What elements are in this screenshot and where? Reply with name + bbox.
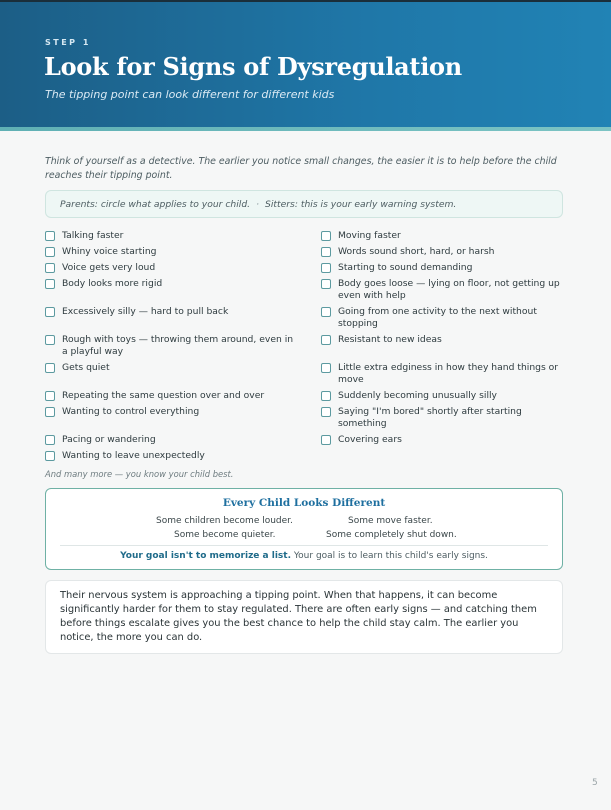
page-subtitle: The tipping point can look different for different kids <box>45 88 335 101</box>
checklist-item-label: Wanting to leave unexpectedly <box>62 450 205 461</box>
checklist-item[interactable] <box>321 406 565 430</box>
callout-goal-rest: Your goal is to learn this child's early signs. <box>291 551 488 561</box>
callout-divider <box>60 545 548 546</box>
checklist-item[interactable] <box>321 246 565 258</box>
explanation-text: Their nervous system is approaching a tipping point. When that happens, it can become significantly harder for them to stay regulated. There are often early signs — and catching them before things escalate gives you the best chance to help the child stay calm. The earlier you notice, the more you can do. <box>60 590 537 643</box>
checklist-item-label: Gets quiet <box>62 362 110 373</box>
checklist-item[interactable] <box>45 390 295 402</box>
checklist-item[interactable] <box>321 278 565 302</box>
checklist-item-label: Pacing or wandering <box>62 434 156 445</box>
checklist-item[interactable] <box>45 334 295 358</box>
header-accent-stripe <box>0 127 611 131</box>
checkbox[interactable] <box>321 263 331 273</box>
sitters-note: Sitters: this is your early warning system. <box>265 198 457 210</box>
callout-quieter: Some become quieter. <box>174 530 276 540</box>
explanation-box <box>45 580 563 654</box>
checklist-item-label: Talking faster <box>62 230 124 241</box>
callout-faster: Some move faster. <box>348 516 433 526</box>
checklist-item[interactable] <box>321 334 565 346</box>
checklist-item-label: Rough with toys — throwing them around, even in a playful way <box>62 334 294 357</box>
callout-goal-bold: Your goal isn't to memorize a list. <box>120 551 292 561</box>
checklist-item[interactable] <box>45 406 295 418</box>
checklist-item[interactable] <box>321 390 565 402</box>
checklist-item-label: Resistant to new ideas <box>338 334 442 345</box>
step-label: STEP 1 <box>45 38 91 47</box>
checklist-item[interactable] <box>321 262 565 274</box>
checkbox[interactable] <box>45 247 55 257</box>
intro-text: Think of yourself as a detective. The earlier you notice small changes, the easier it is to help before the child reaches their tipping point. <box>45 156 557 181</box>
checklist-item-label: Voice gets very loud <box>62 262 156 273</box>
checkbox[interactable] <box>321 435 331 445</box>
checkbox[interactable] <box>321 391 331 401</box>
checklist-item[interactable] <box>321 230 565 242</box>
checkbox[interactable] <box>45 279 55 289</box>
checklist-item-label: Repeating the same question over and over <box>62 390 265 401</box>
checkbox[interactable] <box>45 307 55 317</box>
checklist-item-label: Starting to sound demanding <box>338 262 473 273</box>
checklist-item-label: Moving faster <box>338 230 401 241</box>
checklist-item-label: Little extra edginess in how they hand things or move <box>338 362 559 385</box>
checkbox[interactable] <box>321 231 331 241</box>
checkbox[interactable] <box>45 435 55 445</box>
checkbox[interactable] <box>321 307 331 317</box>
page-title: Look for Signs of Dysregulation <box>44 52 462 81</box>
checklist-item[interactable] <box>45 230 295 242</box>
checklist-item[interactable] <box>321 362 565 386</box>
checklist-item[interactable] <box>45 362 295 374</box>
note-separator: · <box>256 198 260 210</box>
checklist-item[interactable] <box>45 262 295 274</box>
checkbox[interactable] <box>321 335 331 345</box>
callout-louder: Some children become louder. <box>156 516 293 526</box>
checklist-item[interactable] <box>321 306 565 330</box>
checklist-item[interactable] <box>45 434 295 446</box>
checkbox[interactable] <box>45 391 55 401</box>
checklist-item[interactable] <box>45 278 295 290</box>
checklist-item-label: Going from one activity to the next without stopping <box>338 306 537 329</box>
more-signs-note: And many more — you know your child best. <box>45 469 234 479</box>
checklist-item-label: Body looks more rigid <box>62 278 163 289</box>
callout-title: Every Child Looks Different <box>222 497 386 509</box>
checklist-item-label: Covering ears <box>338 434 402 445</box>
checklist-item-label: Saying "I'm bored" shortly after starting something <box>338 406 522 429</box>
checklist-item-label: Suddenly becoming unusually silly <box>338 390 497 401</box>
checklist-item[interactable] <box>45 450 295 462</box>
checklist-item-label: Words sound short, hard, or harsh <box>338 246 495 257</box>
checklist-item-label: Excessively silly — hard to pull back <box>62 306 229 317</box>
page-number: 5 <box>592 778 598 788</box>
checkbox[interactable] <box>45 407 55 417</box>
instruction-note <box>45 190 563 218</box>
checkbox[interactable] <box>321 247 331 257</box>
callout-goal <box>46 551 562 561</box>
checklist-item-label: Whiny voice starting <box>62 246 157 257</box>
checkbox[interactable] <box>321 407 331 417</box>
callout-shutdown: Some completely shut down. <box>326 530 457 540</box>
checklist-item[interactable] <box>45 306 295 318</box>
checkbox[interactable] <box>321 279 331 289</box>
checklist-item-label: Wanting to control everything <box>62 406 200 417</box>
checkbox[interactable] <box>45 263 55 273</box>
checkbox[interactable] <box>321 363 331 373</box>
checkbox[interactable] <box>45 335 55 345</box>
checkbox[interactable] <box>45 231 55 241</box>
checklist-item-label: Body goes loose — lying on floor, not getting up even with help <box>338 278 560 301</box>
parents-note: Parents: circle what applies to your child. <box>60 198 251 210</box>
checkbox[interactable] <box>45 363 55 373</box>
every-child-callout <box>45 488 563 570</box>
checkbox[interactable] <box>45 451 55 461</box>
checklist-item[interactable] <box>45 246 295 258</box>
checklist-item[interactable] <box>321 434 565 446</box>
